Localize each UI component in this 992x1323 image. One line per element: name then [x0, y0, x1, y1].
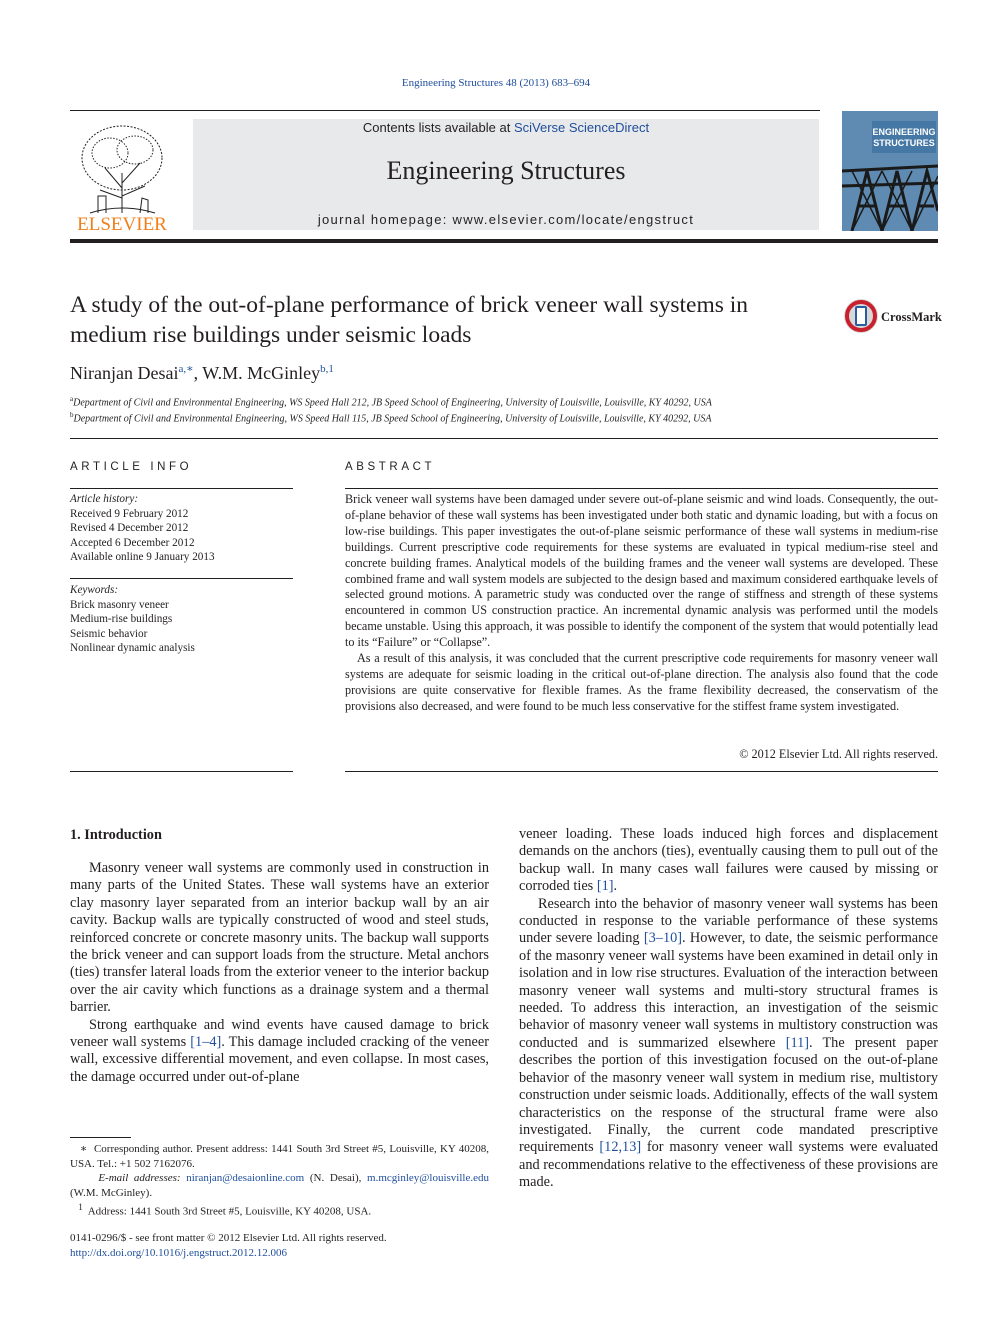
abstract-paragraph: Brick veneer wall systems have been damaged under severe out-of-plane seismic and wind loads. Consequently, the out-of-plane behavior of these wall systems has been investigated under both static and dynamic loading, but with a focus on low-rise buildings. This paper investigates the out-of-plane seismic performance of these wall systems in medium-rise buildings. Current prescriptive code requirements for these systems are evaluated in typical medium-rise steel and concrete building frames. Analytical models of the building frames and the veneer wall systems are developed. These combined frame and wall system models are subjected to the design based and maximum considered earthquake levels of selected ground motions. A parametric study was conducted over the range of stiffness and strength of these systems encountered in common US construction practice. An incremental dynamic analysis was performed until the models became unstable. Using this approach, it was possible to identify the component of the system that would potentially lead to its “Failure” or “Collapse”.	[345, 492, 938, 650]
keyword-item: Medium-rise buildings	[70, 613, 173, 625]
abstract-heading: ABSTRACT	[345, 461, 436, 473]
journal-cover-image[interactable]	[842, 111, 938, 231]
email-owner: (W.M. McGinley).	[70, 1186, 153, 1199]
header-thick-rule	[70, 239, 938, 243]
author-name[interactable]: Niranjan Desai	[70, 363, 179, 383]
journal-citation[interactable]: Engineering Structures 48 (2013) 683–694	[401, 77, 591, 89]
email-label: E-mail addresses:	[98, 1172, 181, 1185]
front-matter	[70, 1231, 387, 1260]
history-item: Accepted 6 December 2012	[70, 536, 195, 549]
history-item: Available online 9 January 2013	[70, 551, 215, 563]
article-history	[70, 492, 215, 565]
keywords	[70, 583, 195, 656]
author-superscript[interactable]: a,∗	[178, 363, 194, 375]
affiliation-a	[70, 395, 712, 408]
reference-link[interactable]: [1–4]	[190, 1034, 222, 1051]
affiliation-rule	[70, 438, 938, 439]
body-text: veneer loading. These loads induced high forces and displacement demands on the anchors (ties), eventually causing them to pull out of the backup wall. In many cases wall failures were caused by missing or corroded ties	[519, 826, 938, 895]
body-column-left	[70, 860, 489, 1086]
cover-title-line1: ENGINEERING	[872, 127, 936, 137]
body-text: Strong earthquake and wind events have caused damage to brick veneer wall systems	[70, 1016, 489, 1051]
footnote-rule	[70, 1137, 131, 1138]
author-superscript[interactable]: b,1	[320, 363, 334, 375]
footnote-corresponding	[70, 1142, 489, 1171]
footnote-email	[70, 1171, 489, 1200]
history-item: Received 9 February 2012	[70, 507, 189, 520]
cover-title-line2: STRUCTURES	[873, 138, 935, 148]
abstract-copyright: © 2012 Elsevier Ltd. All rights reserved.	[739, 747, 938, 761]
keywords-label: Keywords:	[70, 584, 119, 596]
crossmark-icon	[843, 297, 943, 335]
history-label: Article history:	[70, 493, 139, 505]
author-name[interactable]: W.M. McGinley	[202, 363, 321, 383]
contents-prefix: Contents lists available at	[362, 120, 514, 135]
body-text: Research into the behavior of masonry veneer wall systems has been conducted in response to the variable performance of these systems under severe loading	[519, 895, 938, 947]
footnote-marker: 1	[78, 1202, 83, 1213]
article-info-heading: ARTICLE INFO	[70, 461, 193, 473]
crossmark-label: CrossMark	[881, 310, 942, 324]
doi-link[interactable]: http://dx.doi.org/10.1016/j.engstruct.2012.12.006	[70, 1246, 288, 1259]
affiliation-text: Department of Civil and Environmental Engineering, WS Speed Hall 115, JB Speed School of Engineering, University of Louisville, Louisville, KY 40292, USA	[73, 413, 712, 425]
abstract-rule	[345, 488, 938, 489]
affiliation-text: Department of Civil and Environmental Engineering, WS Speed Hall 212, JB Speed School of Engineering, University of Louisville, Louisville, KY 40292, USA	[73, 397, 712, 409]
article-info-rule	[70, 488, 293, 489]
footnote-text: Corresponding author. Present address: 1441 South 3rd Street #5, Louisville, KY 40208, USA. Tel.: +1 502 7162076.	[70, 1143, 490, 1170]
email-link[interactable]: m.mcginley@louisville.edu	[367, 1172, 489, 1185]
keyword-item: Nonlinear dynamic analysis	[70, 642, 195, 654]
footnote-text: Address: 1441 South 3rd Street #5, Louisville, KY 40208, USA.	[87, 1206, 372, 1219]
footnote-address	[70, 1200, 489, 1219]
history-item: Revised 4 December 2012	[70, 522, 189, 534]
elsevier-tree-icon	[70, 118, 174, 236]
journal-homepage[interactable]: journal homepage: www.elsevier.com/locate/engstruct	[317, 212, 695, 227]
body-text: . This damage included cracking of the veneer wall, excessive differential movement, and even collapse. In most cases, the damage occurred under out-of-plane	[70, 1034, 490, 1085]
abstract-rule	[345, 771, 938, 772]
footnotes	[70, 1142, 489, 1220]
article-info-rule	[70, 578, 293, 579]
journal-cover-icon	[842, 111, 938, 231]
abstract-body	[345, 492, 938, 715]
abstract-paragraph: As a result of this analysis, it was concluded that the current prescriptive code requirements for masonry veneer wall systems are adequate for seismic loading in the critical out-of-plane direction. The analysis also found that the code provisions are quite conservative for flexible frames. As the frame flexibility decreased, the conservatism of the provisions also decreased, and were found to be much less conservative for the stiffest frame system investigated.	[345, 651, 938, 713]
body-paragraph: Masonry veneer wall systems are commonly used in construction in many parts of the United States. These wall systems have an exterior clay masonry layer separated from an interior backup wall by an air cavity. Backup walls are typically constructed of wood and steel studs, reinforced concrete or concrete masonry units. The backup wall supports the brick veneer and can support loads from the structure. Metal anchors (ties) transfer lateral loads from the exterior veneer to the interior backup over the air cavity which functions as a drainage system and a thermal barrier.	[70, 860, 489, 1016]
email-owner: (N. Desai),	[304, 1172, 368, 1185]
reference-link[interactable]: [3–10]	[643, 930, 683, 947]
author-list	[70, 362, 334, 384]
keyword-item: Seismic behavior	[70, 627, 148, 640]
header-top-rule	[70, 110, 820, 111]
affiliation-marker: a	[70, 395, 74, 403]
crossmark-badge[interactable]	[843, 297, 943, 335]
contents-line	[193, 120, 819, 135]
issn-line: 0141-0296/$ - see front matter © 2012 Elsevier Ltd. All rights reserved.	[70, 1232, 387, 1244]
email-link[interactable]: niranjan@desaionline.com	[186, 1172, 305, 1185]
section-heading: 1. Introduction	[70, 827, 162, 843]
reference-link[interactable]: [1]	[596, 878, 614, 895]
body-paragraph	[70, 1017, 489, 1087]
affiliation-marker: b	[70, 411, 74, 419]
body-text: . However, to date, the seismic performance of the masonry veneer wall systems have been examined in detail only in isolation and in low rise structures. Evaluation of the interaction between masonry veneer wall systems and multi-story structural frames is needed. To address this interaction, an investigation of the seismic behavior of masonry veneer wall systems in multistory construction was conducted and is summarized elsewhere	[519, 930, 938, 1051]
body-column-right	[519, 826, 938, 1192]
journal-name: Engineering Structures	[386, 156, 626, 185]
body-paragraph	[519, 826, 938, 896]
article-info-rule	[70, 771, 293, 772]
sciencedirect-link[interactable]: SciVerse ScienceDirect	[513, 120, 650, 135]
keyword-item: Brick masonry veneer	[70, 598, 169, 611]
elsevier-wordmark: ELSEVIER	[77, 214, 167, 235]
affiliation-b	[70, 411, 711, 424]
body-paragraph	[519, 896, 938, 1192]
elsevier-logo[interactable]	[70, 118, 174, 236]
footnote-marker: ∗	[79, 1143, 88, 1155]
article-title: A study of the out-of-plane performance of brick veneer wall systems in medium rise buildings under seismic loads	[70, 292, 749, 348]
body-text: . The present paper describes the portion of this investigation focused on the out-of-plane behavior of the masonry veneer wall system in medium rise, multistory construction under seismic loads. Additionally, effects of the wall system characteristics on the response of the structural frame were also investigated. Finally, the current code mandated prescriptive requirements	[519, 1034, 938, 1156]
body-text: .	[613, 878, 618, 895]
author-separator: ,	[193, 363, 203, 383]
reference-link[interactable]: [11]	[785, 1034, 809, 1051]
body-text: for masonry veneer wall systems were evaluated and recommendations relative to the effectiveness of these provisions are made.	[519, 1139, 938, 1191]
reference-link[interactable]: [12,13]	[599, 1139, 642, 1156]
